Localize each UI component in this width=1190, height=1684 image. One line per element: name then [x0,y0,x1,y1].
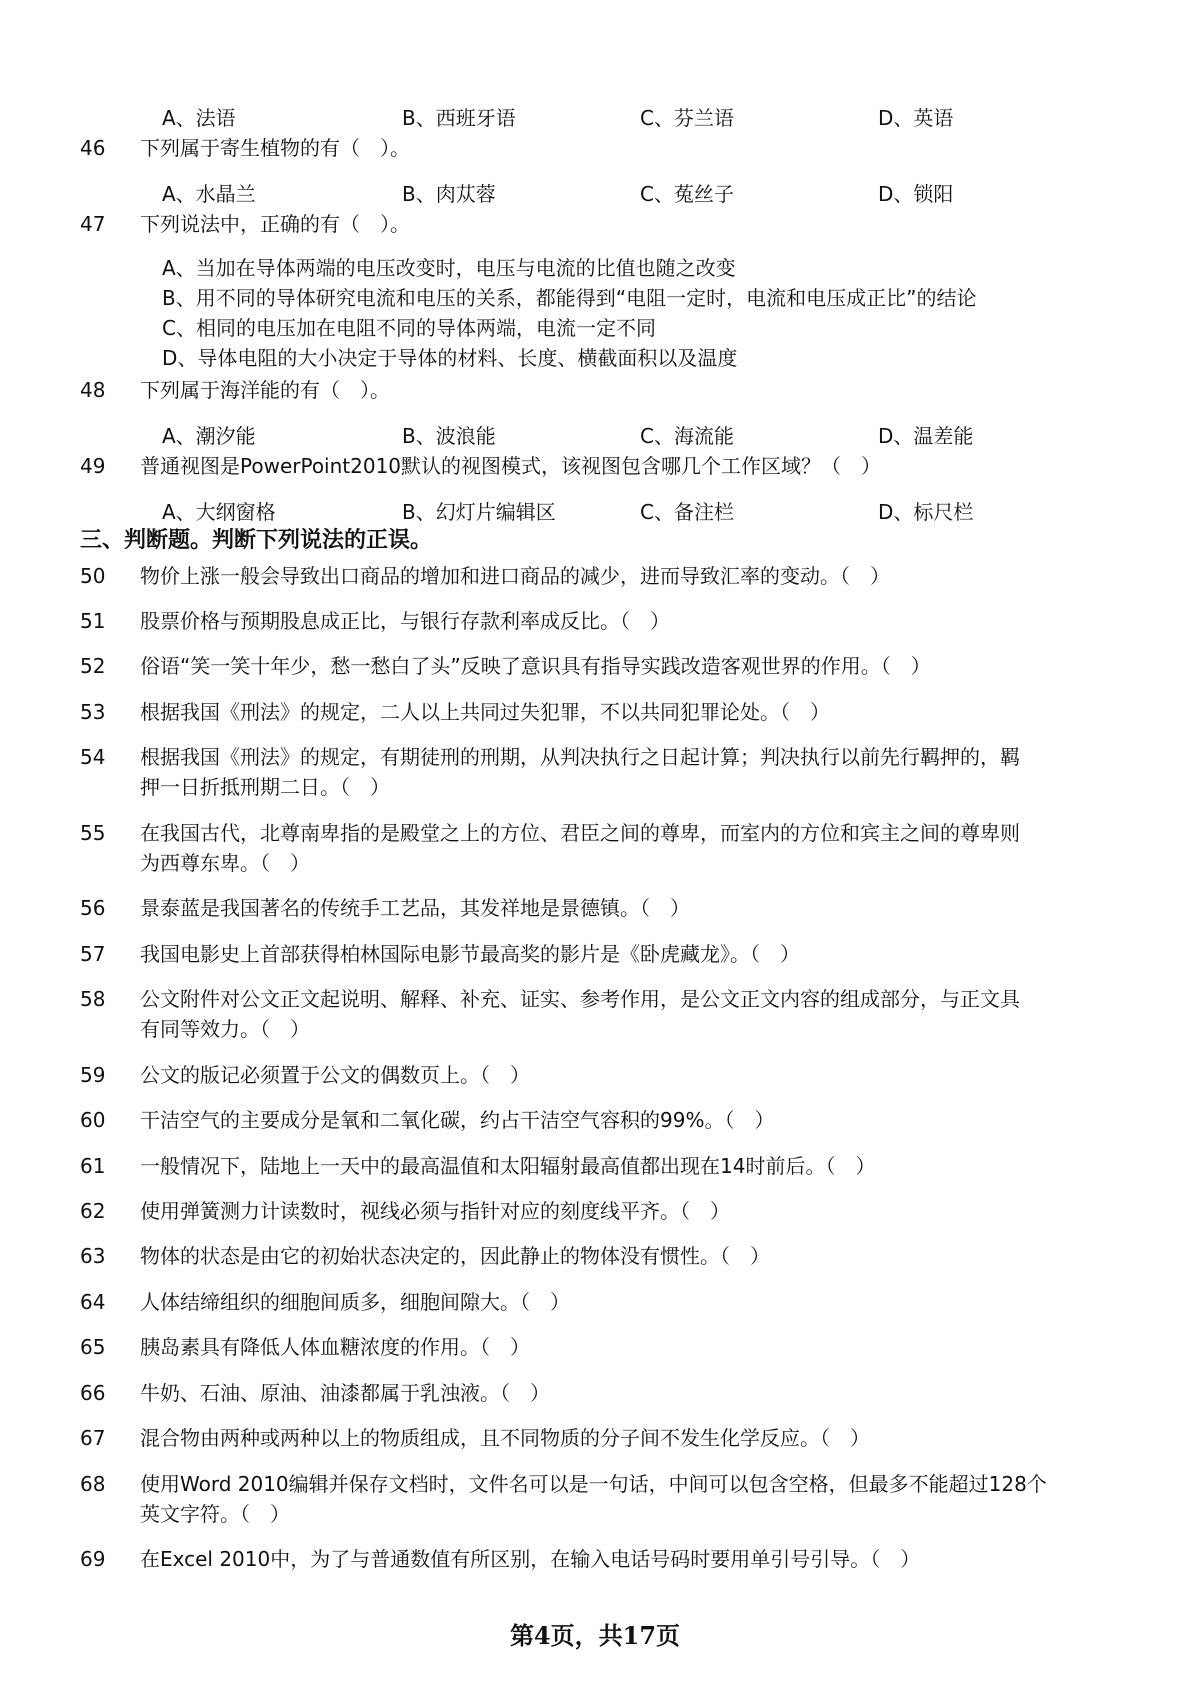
q45-option-c: C、芬兰语 [640,106,734,130]
question-text: 使用Word 2010编辑并保存文档时，文件名可以是一句话，中间可以包含空格，但最多不能超过128个 [140,1472,1047,1496]
q45-option-a: A、法语 [162,106,236,130]
q46-option-d: D、锁阳 [878,182,954,206]
question-number: 56 [80,896,106,920]
q46-option-c: C、菟丝子 [640,182,734,206]
question-number: 51 [80,609,106,633]
question-text-cont: 有同等效力。（ ） [140,1017,310,1041]
question-number: 69 [80,1547,106,1571]
question-number: 64 [80,1290,106,1314]
question-number: 46 [80,136,106,160]
question-number: 52 [80,654,106,678]
q48-option-c: C、海流能 [640,424,734,448]
question-text: 使用弹簧测力计读数时，视线必须与指针对应的刻度线平齐。（ ） [140,1199,730,1223]
question-number: 67 [80,1426,106,1450]
question-number: 55 [80,821,106,845]
q49-option-a: A、大纲窗格 [162,500,276,524]
question-text: 干洁空气的主要成分是氧和二氧化碳，约占干洁空气容积的99%。（ ） [140,1108,775,1132]
question-number: 61 [80,1154,106,1178]
q47-option-b: B、用不同的导体研究电流和电压的关系，都能得到“电阻一定时，电流和电压成正比”的结论 [162,286,977,310]
question-text-cont: 押一日折抵刑期二日。（ ） [140,775,390,799]
q49-option-d: D、标尺栏 [878,500,974,524]
question-text: 人体结缔组织的细胞间质多，细胞间隙大。（ ） [140,1290,570,1314]
q48-option-d: D、温差能 [878,424,974,448]
question-number: 59 [80,1063,106,1087]
question-text: 物价上涨一般会导致出口商品的增加和进口商品的减少，进而导致汇率的变动。（ ） [140,564,890,588]
question-text: 根据我国《刑法》的规定，二人以上共同过失犯罪，不以共同犯罪论处。（ ） [140,700,830,724]
question-text: 股票价格与预期股息成正比，与银行存款利率成反比。（ ） [140,609,670,633]
question-text: 我国电影史上首部获得柏林国际电影节最高奖的影片是《卧虎藏龙》。（ ） [140,942,800,966]
question-number: 50 [80,564,106,588]
page-footer: 第4页，共17页 [509,1621,681,1650]
q45-option-b: B、西班牙语 [402,106,516,130]
q46-option-a: A、水晶兰 [162,182,256,206]
question-number: 62 [80,1199,106,1223]
q48-option-a: A、潮汐能 [162,424,256,448]
question-number: 68 [80,1472,106,1496]
section-heading: 三、判断题。判断下列说法的正误。 [80,528,433,553]
q47-option-c: C、相同的电压加在电阻不同的导体两端，电流一定不同 [162,316,656,340]
question-text: 物体的状态是由它的初始状态决定的，因此静止的物体没有惯性。（ ） [140,1244,770,1268]
q45-option-d: D、英语 [878,106,954,130]
question-text: 胰岛素具有降低人体血糖浓度的作用。（ ） [140,1335,530,1359]
question-text: 公文附件对公文正文起说明、解释、补充、证实、参考作用，是公文正文内容的组成部分，与正文具 [140,987,1020,1011]
question-text: 根据我国《刑法》的规定，有期徒刑的刑期，从判决执行之日起计算；判决执行以前先行羁押的，羁 [140,745,1020,769]
q46-option-b: B、肉苁蓉 [402,182,496,206]
question-number: 47 [80,212,106,236]
question-text: 俗语“笑一笑十年少，愁一愁白了头”反映了意识具有指导实践改造客观世界的作用。（ ） [140,654,931,678]
question-number: 58 [80,987,106,1011]
q49-option-c: C、备注栏 [640,500,734,524]
question-text: 在Excel 2010中，为了与普通数值有所区别，在输入电话号码时要用单引号引导。（ ） [140,1547,921,1571]
question-text: 景泰蓝是我国著名的传统手工艺品，其发祥地是景德镇。（ ） [140,896,690,920]
q48-option-b: B、波浪能 [402,424,496,448]
question-text-cont: 为西尊东卑。（ ） [140,851,310,875]
question-number: 53 [80,700,106,724]
question-number: 49 [80,454,106,478]
question-text: 牛奶、石油、原油、油漆都属于乳浊液。（ ） [140,1381,550,1405]
q47-option-d: D、导体电阻的大小决定于导体的材料、长度、横截面积以及温度 [162,346,738,370]
question-text: 公文的版记必须置于公文的偶数页上。（ ） [140,1063,530,1087]
question-number: 57 [80,942,106,966]
question-number: 65 [80,1335,106,1359]
question-text: 下列说法中，正确的有（ ）。 [140,212,410,236]
question-number: 63 [80,1244,106,1268]
question-number: 54 [80,745,106,769]
question-text-cont: 英文字符。（ ） [140,1502,290,1526]
question-number: 66 [80,1381,106,1405]
question-text: 一般情况下，陆地上一天中的最高温值和太阳辐射最高值都出现在14时前后。（ ） [140,1154,876,1178]
question-text: 在我国古代，北尊南卑指的是殿堂之上的方位、君臣之间的尊卑，而室内的方位和宾主之间的尊卑则 [140,821,1020,845]
q49-option-b: B、幻灯片编辑区 [402,500,556,524]
question-text: 混合物由两种或两种以上的物质组成，且不同物质的分子间不发生化学反应。（ ） [140,1426,870,1450]
q47-option-a: A、当加在导体两端的电压改变时，电压与电流的比值也随之改变 [162,256,736,280]
question-text: 普通视图是PowerPoint2010默认的视图模式，该视图包含哪几个工作区域？（ ） [140,454,882,478]
question-number: 60 [80,1108,106,1132]
question-number: 48 [80,378,106,402]
question-text: 下列属于寄生植物的有（ ）。 [140,136,410,160]
question-text: 下列属于海洋能的有（ ）。 [140,378,390,402]
